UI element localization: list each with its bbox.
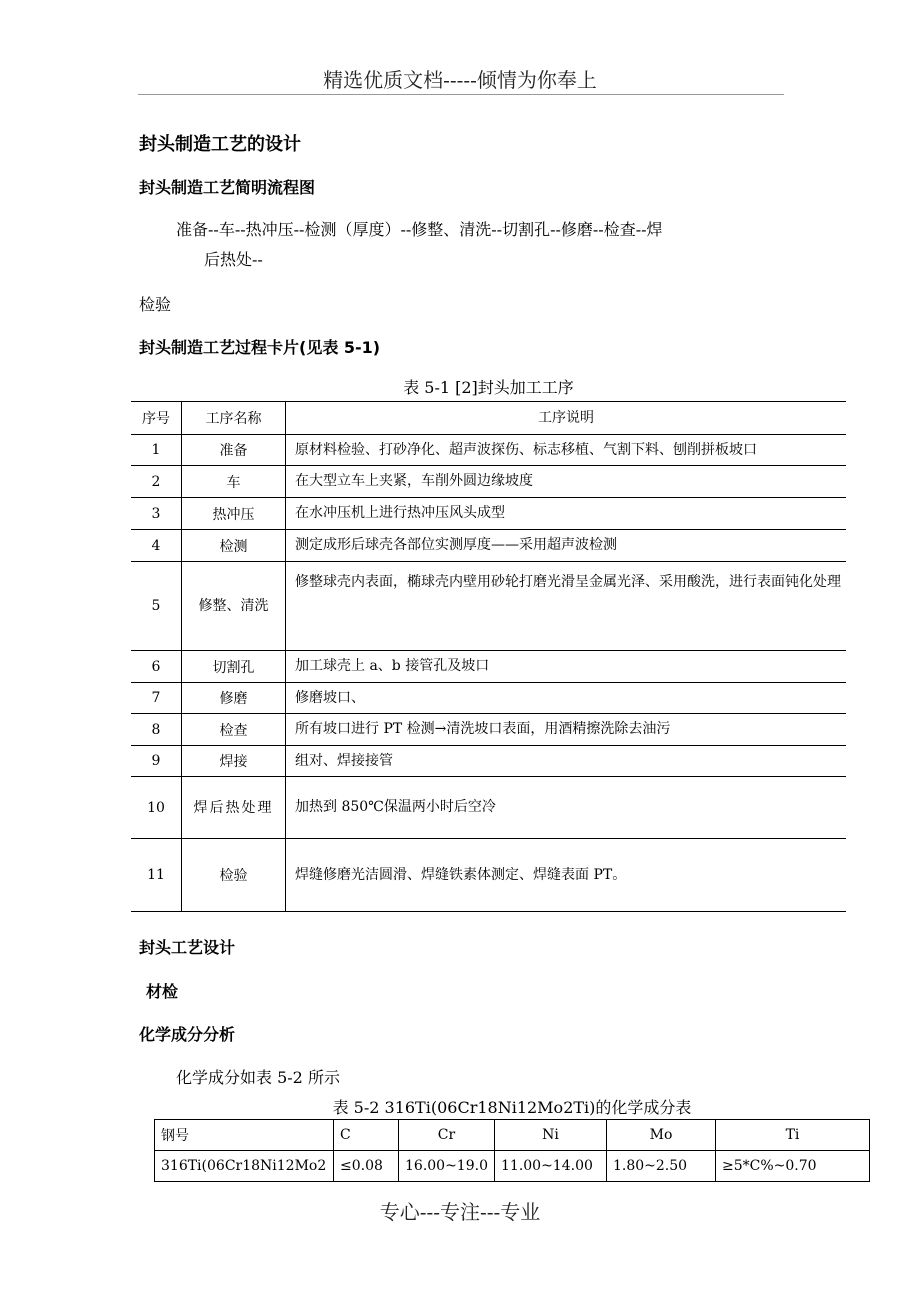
- row-no: 6: [131, 651, 182, 683]
- row-no: 8: [131, 714, 182, 746]
- row-no: 4: [131, 530, 182, 562]
- row-no: 3: [131, 498, 182, 530]
- material-heading: 材检: [146, 982, 179, 1001]
- table2-caption: 表 5-2 316Ti(06Cr18Ni12Mo2Ti)的化学成分表: [332, 1098, 692, 1117]
- cell-mo: 1.80~2.50: [607, 1151, 716, 1182]
- chem-table: [154, 1119, 870, 1182]
- table-row: [131, 562, 846, 651]
- table-header-row: [155, 1120, 870, 1151]
- table-row: [131, 714, 846, 746]
- table-row: [131, 435, 846, 466]
- cell-steel: 316Ti(06Cr18Ni12Mo2: [155, 1151, 334, 1182]
- header-desc: 工序说明: [286, 402, 847, 435]
- table-row: [131, 839, 846, 912]
- row-name: 焊后热处理: [182, 777, 286, 839]
- row-name: 检查: [182, 714, 286, 746]
- table-row: [131, 498, 846, 530]
- cell-ni: 11.00~14.00: [495, 1151, 607, 1182]
- process-table: [131, 401, 846, 912]
- row-name: 切割孔: [182, 651, 286, 683]
- flow-line-1: 准备--车--热冲压--检测（厚度）--修整、清洗--切割孔--修磨--检查--焊: [176, 220, 663, 239]
- page-footer: 专心---专注---专业: [379, 1200, 541, 1224]
- row-no: 2: [131, 466, 182, 498]
- row-no: 1: [131, 435, 182, 466]
- row-desc: 测定成形后球壳各部位实测厚度——采用超声波检测: [286, 530, 847, 562]
- header-name: 工序名称: [182, 402, 286, 435]
- row-name: 热冲压: [182, 498, 286, 530]
- row-desc: 焊缝修磨光洁圆滑、焊缝铁素体测定、焊缝表面 PT。: [286, 839, 847, 912]
- row-name: 焊接: [182, 746, 286, 777]
- row-name: 车: [182, 466, 286, 498]
- flow-line-2: 后热处--: [204, 250, 263, 269]
- row-no: 7: [131, 683, 182, 714]
- row-name: 检验: [182, 839, 286, 912]
- header-ti: Ti: [716, 1120, 870, 1151]
- row-no: 10: [131, 777, 182, 839]
- row-desc: 加热到 850℃保温两小时后空冷: [286, 777, 847, 839]
- header-rule: [138, 94, 784, 95]
- cell-cr: 16.00~19.0: [399, 1151, 495, 1182]
- row-desc: 原材料检验、打砂净化、超声波探伤、标志移植、气割下料、刨削拼板坡口: [286, 435, 847, 466]
- flow-line-3: 检验: [139, 295, 172, 314]
- chem-text: 化学成分如表 5-2 所示: [176, 1068, 340, 1087]
- row-desc: 在水冲压机上进行热冲压风头成型: [286, 498, 847, 530]
- page-header: 精选优质文档-----倾情为你奉上: [323, 68, 597, 92]
- chem-heading: 化学成分分析: [139, 1025, 236, 1044]
- header-ni: Ni: [495, 1120, 607, 1151]
- table-row: [131, 746, 846, 777]
- header-no: 序号: [131, 402, 182, 435]
- row-desc: 在大型立车上夹紧，车削外圆边缘坡度: [286, 466, 847, 498]
- row-no: 11: [131, 839, 182, 912]
- row-no: 5: [131, 562, 182, 651]
- row-name: 修整、清洗: [182, 562, 286, 651]
- row-desc: 修整球壳内表面，椭球壳内壁用砂轮打磨光滑呈金属光泽、采用酸洗，进行表面钝化处理: [286, 562, 847, 651]
- card-heading: 封头制造工艺过程卡片(见表 5-1): [139, 338, 381, 357]
- row-desc: 组对、焊接接管: [286, 746, 847, 777]
- row-name: 修磨: [182, 683, 286, 714]
- table1-caption: 表 5-1 [2]封头加工工序: [403, 378, 574, 397]
- header-c: C: [334, 1120, 399, 1151]
- table-row: [131, 466, 846, 498]
- row-desc: 加工球壳上 a、b 接管孔及坡口: [286, 651, 847, 683]
- design-heading: 封头工艺设计: [139, 938, 236, 957]
- flow-heading: 封头制造工艺简明流程图: [139, 178, 316, 197]
- row-no: 9: [131, 746, 182, 777]
- row-desc: 所有坡口进行 PT 检测→清洗坡口表面，用酒精擦洗除去油污: [286, 714, 847, 746]
- cell-c: ≤0.08: [334, 1151, 399, 1182]
- row-desc: 修磨坡口、: [286, 683, 847, 714]
- table-row: [155, 1151, 870, 1182]
- table-row: [131, 530, 846, 562]
- section-title: 封头制造工艺的设计: [139, 134, 301, 155]
- cell-ti: ≥5*C%~0.70: [716, 1151, 870, 1182]
- table-header-row: [131, 402, 846, 435]
- table-row: [131, 651, 846, 683]
- row-name: 准备: [182, 435, 286, 466]
- table-row: [131, 777, 846, 839]
- header-cr: Cr: [399, 1120, 495, 1151]
- header-mo: Mo: [607, 1120, 716, 1151]
- table-row: [131, 683, 846, 714]
- row-name: 检测: [182, 530, 286, 562]
- header-steel: 钢号: [155, 1120, 334, 1151]
